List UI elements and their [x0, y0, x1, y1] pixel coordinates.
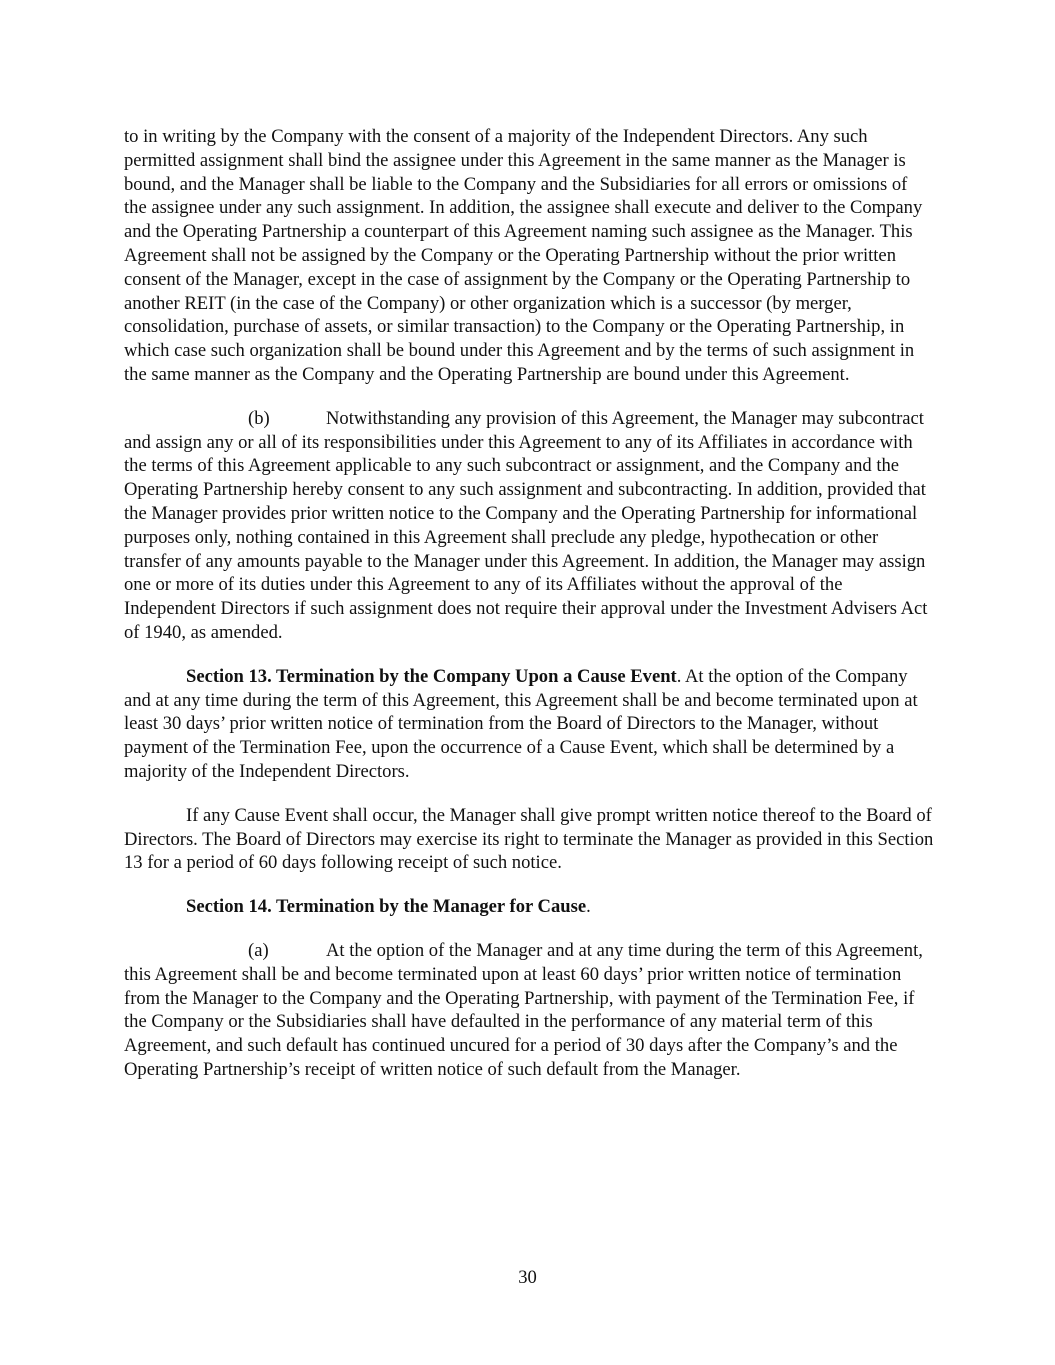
paragraph-b-subcontract	[124, 407, 934, 645]
section-13-paragraph	[124, 665, 934, 784]
document-body	[124, 125, 934, 1102]
paragraph-cause-event-notice: If any Cause Event shall occur, the Manager shall give prompt written notice thereof to the Board of Directors. The Board of Directors may exercise its right to terminate the Manager as provided in this Section 13 for a period of 60 days following receipt of such notice.	[124, 804, 934, 874]
paragraph-a-text: At the option of the Manager and at any time during the term of this Agreement, this Agreement shall be and become terminated upon at least 60 days’ prior written notice of termination from the Manager to the Company and the Operating Partnership, with payment of the Termination Fee, if the Company or the Subsidiaries shall have defaulted in the performance of any material term of this Agreement, and such default has continued uncured for a period of 30 days after the Company’s and the Operating Partnership’s receipt of written notice of such default from the Manager.	[124, 939, 923, 1080]
section-14-text: .	[586, 896, 591, 918]
paragraph-a-manager-termination	[124, 939, 934, 1082]
section-13-heading: Section 13. Termination by the Company Upon a Cause Event	[186, 665, 677, 687]
page-number: 30	[518, 1267, 537, 1288]
paragraph-assignment-continued: to in writing by the Company with the consent of a majority of the Independent Directors. Any such permitted assignment shall bind the assignee under this Agreement in the same manner as the Manager is bound, and the Manager shall be liable to the Company and the Subsidiaries for all errors or omissions of the assignee under any such assignment. In addition, the assignee shall execute and deliver to the Company and the Operating Partnership a counterpart of this Agreement naming such assignee as the Manager. This Agreement shall not be assigned by the Company or the Operating Partnership without the prior written consent of the Manager, except in the case of assignment by the Company or the Operating Partnership to another REIT (in the case of the Company) or other organization which is a successor (by merger, consolidation, purchase of assets, or similar transaction) to the Company or the Operating Partnership, in which case such organization shall be bound under this Agreement and by the terms of such assignment in the same manner as the Company and the Operating Partnership are bound under this Agreement.	[124, 126, 923, 385]
subsection-label-b: (b)	[248, 407, 270, 429]
section-14-paragraph	[124, 895, 934, 919]
section-13-text: . At the option of the Company and at any time during the term of this Agreement, this Agreement shall be and become terminated upon at least 30 days’ prior written notice of termination from the Board of Directors to the Manager, without payment of the Termination Fee, upon the occurrence of a Cause Event, which shall be determined by a majority of the Independent Directors.	[124, 665, 918, 782]
section-14-heading: Section 14. Termination by the Manager for Cause	[186, 896, 587, 918]
paragraph-b-text: Notwithstanding any provision of this Agreement, the Manager may subcontract and assign any or all of its responsibilities under this Agreement to any of its Affiliates in accordance with the terms of this Agreement applicable to any such subcontract or assignment, and the Company and the Operating Partnership hereby consent to any such assignment and subcontracting. In addition, provided that the Manager provides prior written notice to the Company and the Operating Partnership for informational purposes only, nothing contained in this Agreement shall preclude any pledge, hypothecation or other transfer of any amounts payable to the Manager under this Agreement. In addition, the Manager may assign one or more of its duties under this Agreement to any of its Affiliates without the approval of the Independent Directors if such assignment does not require their approval under the Investment Advisers Act of 1940, as amended.	[124, 407, 928, 643]
subsection-label-a: (a)	[248, 939, 269, 961]
